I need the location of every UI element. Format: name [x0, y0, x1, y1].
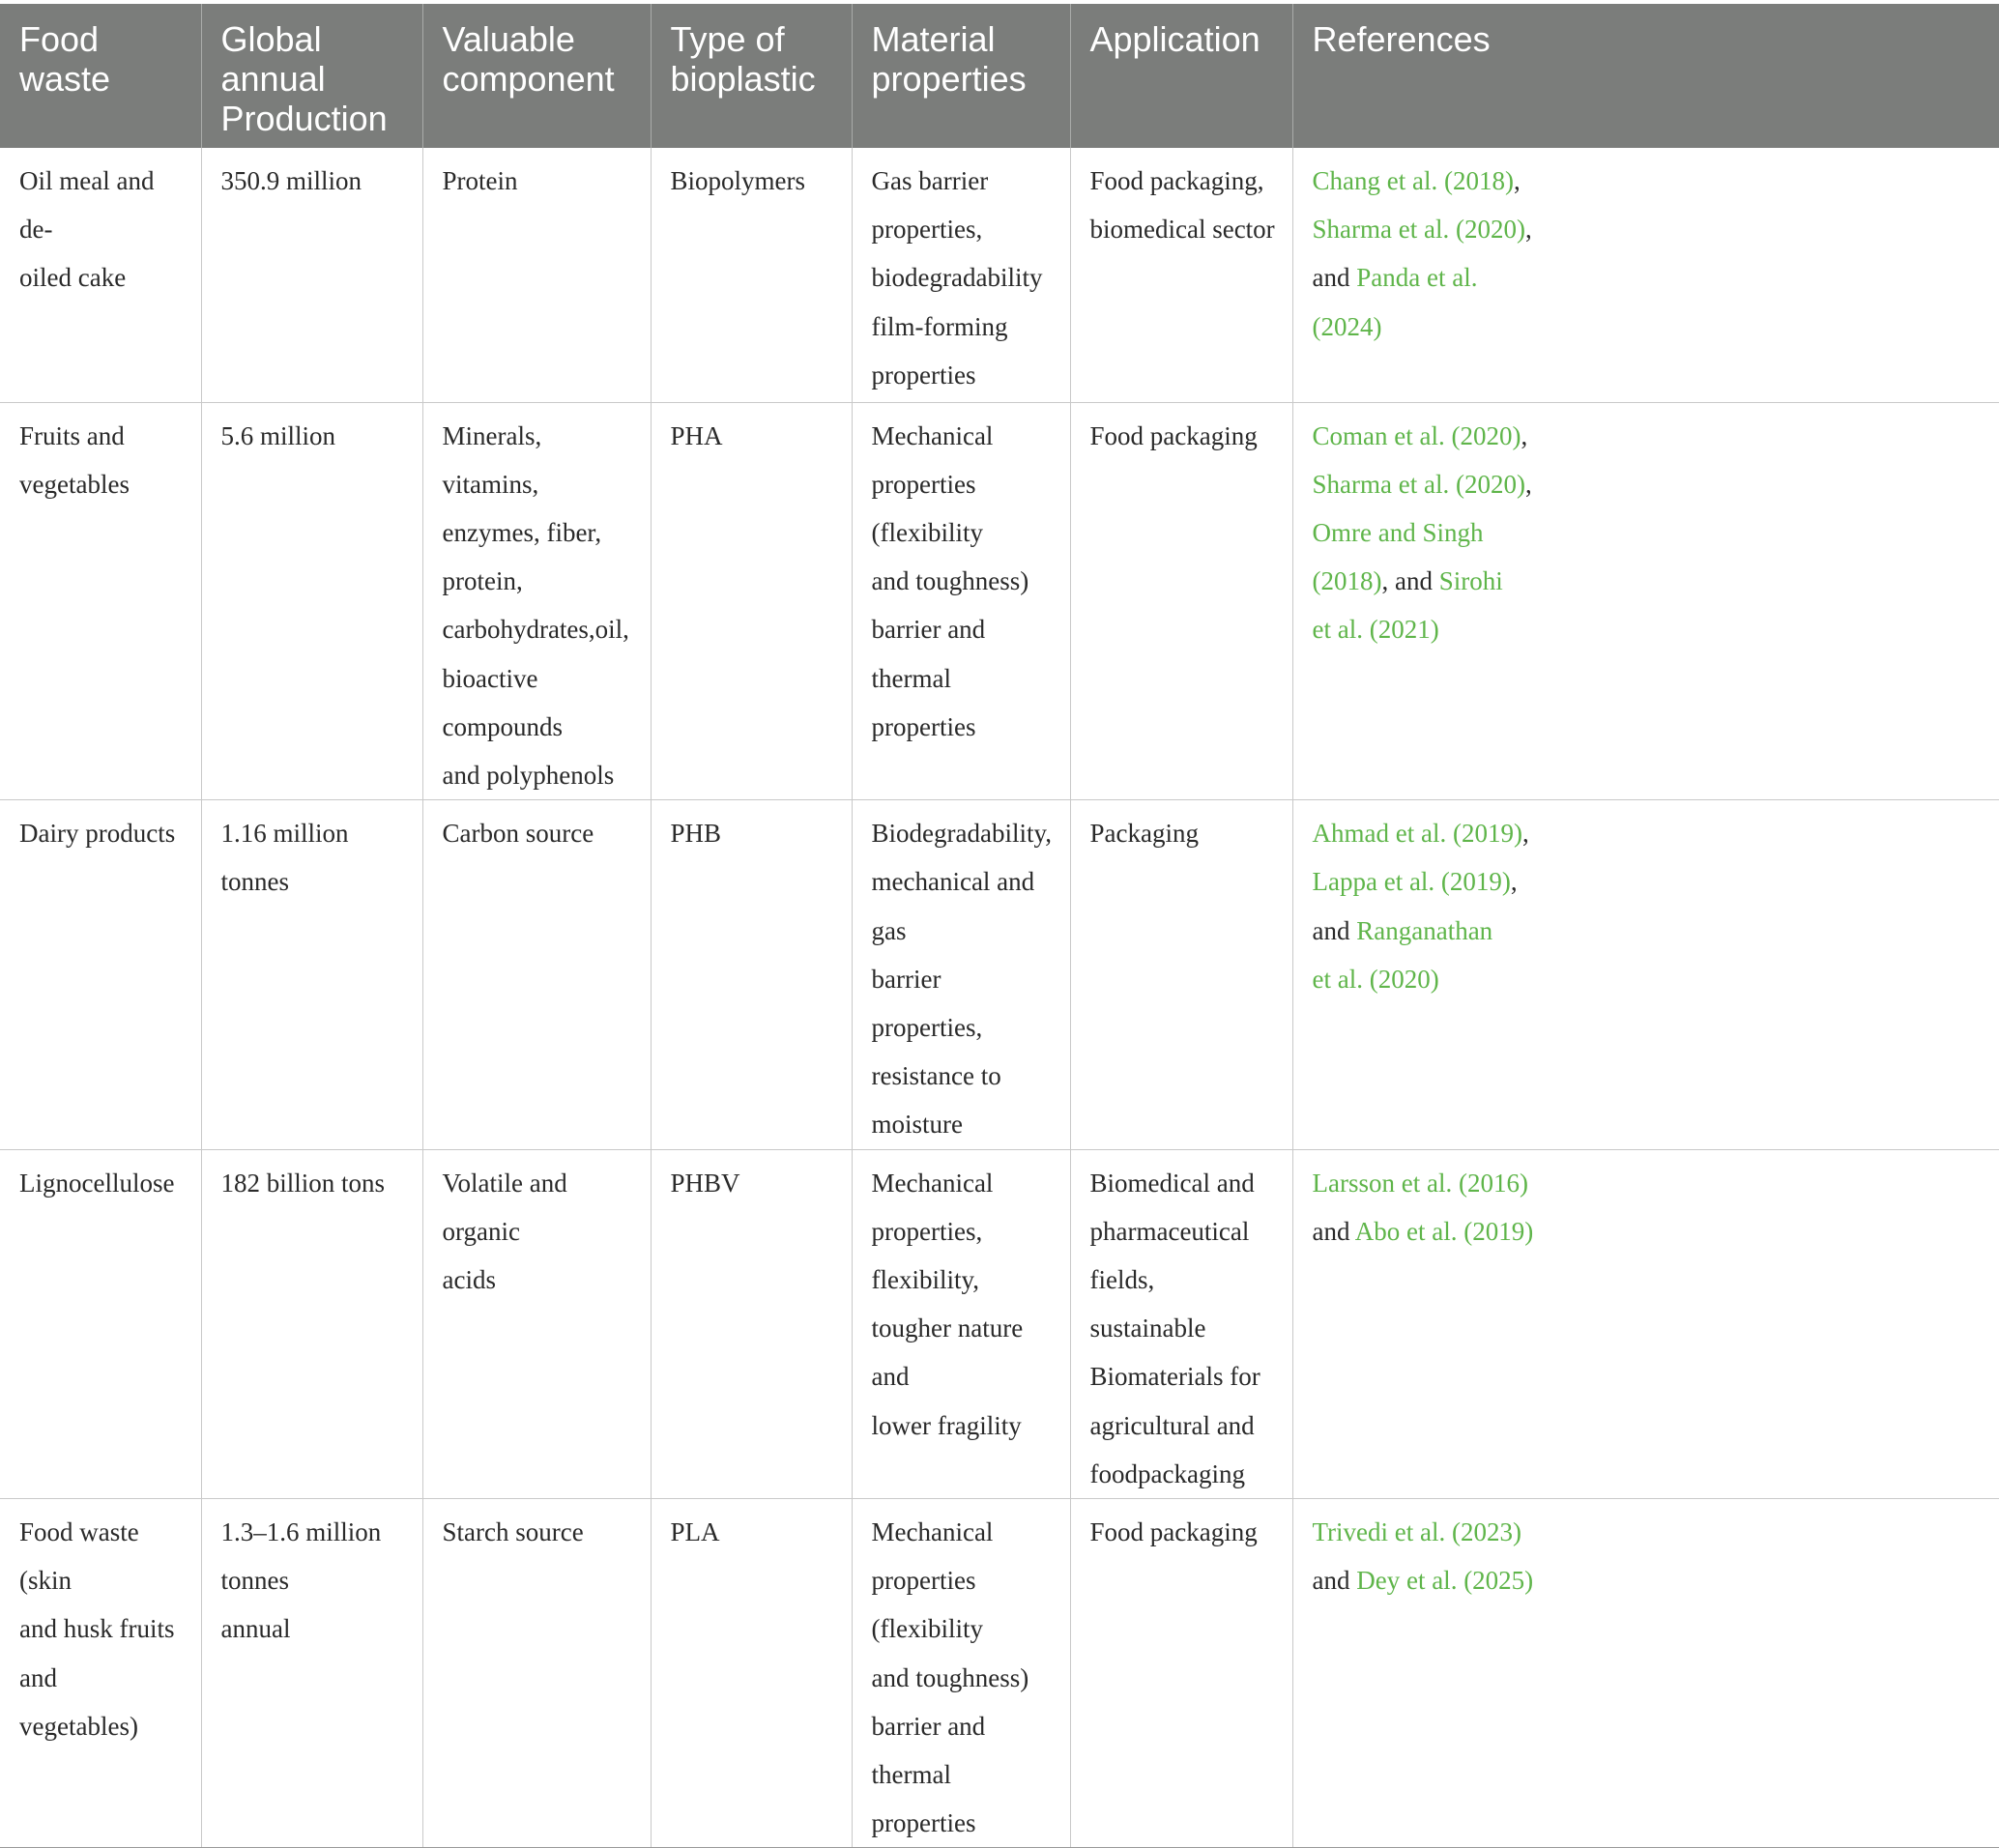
- cell-text-line: Mechanical: [871, 420, 994, 450]
- cell-text-line: and husk fruits and: [19, 1614, 175, 1692]
- cell-text-line: 350.9 million: [220, 166, 362, 195]
- cell-bioplastic-type: [651, 402, 852, 800]
- reference-link[interactable]: Omre and Singh: [1312, 517, 1484, 547]
- cell-production: [201, 402, 422, 800]
- header-application: [1070, 4, 1292, 148]
- cell-text-line: tougher nature and: [871, 1314, 1024, 1392]
- cell-valuable-component: [422, 1498, 651, 1847]
- cell-text-line: Biopolymers: [670, 166, 805, 195]
- cell-bioplastic-type: [651, 1498, 852, 1847]
- cell-food-waste: [0, 1149, 201, 1498]
- cell-text-line: PHA: [670, 420, 723, 450]
- cell-valuable-component: [422, 402, 651, 800]
- cell-text-line: Food packaging: [1089, 420, 1258, 450]
- cell-text-line: sustainable: [1089, 1314, 1206, 1343]
- header-text-line: Application: [1089, 19, 1260, 59]
- cell-food-waste: [0, 800, 201, 1149]
- reference-link[interactable]: Chang et al. (2018): [1312, 166, 1514, 195]
- cell-text-line: pharmaceutical fields,: [1089, 1216, 1250, 1294]
- header-material-properties: [852, 4, 1070, 148]
- header-text-line: Type of: [670, 19, 785, 59]
- header-food-waste: [0, 4, 201, 148]
- cell-text-line: annual: [220, 1614, 291, 1644]
- cell-text-line: Biomedical and: [1089, 1168, 1255, 1198]
- table-row: [0, 148, 1999, 402]
- cell-text-line: foodpackaging: [1089, 1458, 1245, 1488]
- cell-text-line: barrier properties,: [871, 964, 983, 1042]
- cell-references: [1292, 800, 1999, 1149]
- cell-text-line: acids: [442, 1264, 496, 1294]
- cell-text-line: biomedical sector: [1089, 215, 1275, 245]
- cell-text-line: resistance to moisture: [871, 1061, 1001, 1140]
- reference-link[interactable]: Ranganathan: [1356, 915, 1493, 945]
- header-global-annual-production: [201, 4, 422, 148]
- reference-link[interactable]: (2024): [1312, 311, 1382, 341]
- cell-text-line: PLA: [670, 1516, 720, 1546]
- cell-text-line: Food packaging: [1089, 1516, 1258, 1546]
- cell-text-line: biodegradability: [871, 263, 1043, 293]
- header-valuable-component: [422, 4, 651, 148]
- cell-bioplastic-type: [651, 148, 852, 402]
- cell-text-line: Starch source: [442, 1516, 584, 1546]
- cell-text-line: carbohydrates,oil,: [442, 615, 629, 645]
- table-row: [0, 1149, 1999, 1498]
- cell-production: [201, 1149, 422, 1498]
- header-text-line: References: [1312, 19, 1491, 59]
- reference-link[interactable]: Sirohi: [1438, 566, 1503, 596]
- reference-text: , and: [1381, 566, 1439, 596]
- header-text-line: Production: [220, 99, 388, 138]
- cell-text-line: Biodegradability,: [871, 819, 1052, 849]
- table-header-row: [0, 4, 1999, 148]
- cell-application: [1070, 800, 1292, 1149]
- cell-material-properties: [852, 800, 1070, 1149]
- cell-application: [1070, 402, 1292, 800]
- cell-text-line: Dairy products: [19, 819, 176, 849]
- cell-food-waste: [0, 148, 201, 402]
- cell-text-line: Carbon source: [442, 819, 594, 849]
- reference-text: ,: [1524, 215, 1532, 245]
- reference-text: and: [1312, 1216, 1355, 1246]
- cell-text-line: PHBV: [670, 1168, 740, 1198]
- cell-text-line: Volatile and organic: [442, 1168, 567, 1246]
- cell-text-line: agricultural and: [1089, 1410, 1255, 1440]
- reference-link[interactable]: Sharma et al. (2020): [1312, 469, 1525, 499]
- cell-text-line: Oil meal and de-: [19, 166, 155, 245]
- cell-bioplastic-type: [651, 800, 852, 1149]
- cell-application: [1070, 148, 1292, 402]
- cell-text-line: 1.16 million tonnes: [220, 819, 349, 897]
- cell-valuable-component: [422, 800, 651, 1149]
- cell-application: [1070, 1498, 1292, 1847]
- header-text-line: Food waste: [19, 19, 111, 99]
- cell-text-line: PHB: [670, 819, 722, 849]
- cell-text-line: bioactive compounds: [442, 663, 563, 741]
- header-references: [1292, 4, 1999, 148]
- cell-references: [1292, 402, 1999, 800]
- bioplastic-table-container: [0, 4, 1999, 1848]
- cell-text-line: enzymes, fiber, protein,: [442, 517, 602, 596]
- header-text-line: properties: [871, 59, 1027, 99]
- cell-text-line: properties (flexibility: [871, 1566, 983, 1644]
- cell-text-line: Food waste (skin: [19, 1516, 139, 1596]
- cell-text-line: film-forming: [871, 311, 1008, 341]
- cell-production: [201, 800, 422, 1149]
- cell-production: [201, 1498, 422, 1847]
- reference-text: ,: [1521, 819, 1529, 849]
- cell-references: [1292, 1149, 1999, 1498]
- cell-text-line: Mechanical: [871, 1168, 994, 1198]
- cell-food-waste: [0, 1498, 201, 1847]
- cell-text-line: Packaging: [1089, 819, 1199, 849]
- reference-text: ,: [1510, 867, 1518, 897]
- cell-text-line: 5.6 million: [220, 420, 336, 450]
- reference-link[interactable]: Dey et al. (2025): [1356, 1566, 1534, 1596]
- header-text-line: Material: [871, 19, 996, 59]
- cell-text-line: Minerals, vitamins,: [442, 420, 542, 499]
- cell-text-line: 182 billion tons: [220, 1168, 386, 1198]
- cell-text-line: oiled cake: [19, 263, 127, 293]
- cell-text-line: and toughness): [871, 1662, 1029, 1692]
- reference-text: ,: [1513, 166, 1521, 195]
- cell-application: [1070, 1149, 1292, 1498]
- reference-link[interactable]: Ahmad et al. (2019): [1312, 819, 1522, 849]
- reference-link[interactable]: Panda et al.: [1356, 263, 1478, 293]
- cell-text-line: properties, flexibility,: [871, 1216, 983, 1294]
- cell-text-line: barrier and thermal: [871, 615, 986, 693]
- header-text-line: bioplastic: [670, 59, 816, 99]
- cell-text-line: properties: [871, 1808, 976, 1838]
- cell-references: [1292, 148, 1999, 402]
- reference-text: and: [1312, 1566, 1357, 1596]
- cell-text-line: Food packaging,: [1089, 166, 1264, 195]
- cell-text-line: vegetables: [19, 469, 130, 499]
- cell-text-line: and polyphenols: [442, 760, 615, 790]
- cell-text-line: properties: [871, 360, 976, 390]
- table-row: [0, 800, 1999, 1149]
- cell-text-line: Lignocellulose: [19, 1168, 175, 1198]
- cell-text-line: properties,: [871, 215, 983, 245]
- reference-text: ,: [1524, 469, 1532, 499]
- cell-food-waste: [0, 402, 201, 800]
- cell-material-properties: [852, 402, 1070, 800]
- reference-text: and: [1312, 263, 1357, 293]
- cell-valuable-component: [422, 1149, 651, 1498]
- cell-material-properties: [852, 1149, 1070, 1498]
- reference-text: and: [1312, 915, 1357, 945]
- cell-text-line: 1.3–1.6 million tonnes: [220, 1516, 382, 1596]
- cell-text-line: lower fragility: [871, 1410, 1022, 1440]
- table-row: [0, 402, 1999, 800]
- bioplastic-table: [0, 4, 1999, 1848]
- reference-link[interactable]: (2018): [1312, 566, 1382, 596]
- cell-text-line: Gas barrier: [871, 166, 989, 195]
- cell-text-line: and toughness): [871, 566, 1029, 596]
- cell-material-properties: [852, 148, 1070, 402]
- cell-text-line: properties: [871, 711, 976, 741]
- header-text-line: Global annual: [220, 19, 326, 99]
- header-type-of-bioplastic: [651, 4, 852, 148]
- cell-production: [201, 148, 422, 402]
- reference-text: ,: [1521, 420, 1528, 450]
- reference-link[interactable]: et al. (2020): [1312, 964, 1439, 994]
- cell-text-line: vegetables): [19, 1711, 138, 1741]
- cell-text-line: Protein: [442, 166, 518, 195]
- cell-text-line: Biomaterials for: [1089, 1362, 1260, 1392]
- reference-link[interactable]: Abo et al. (2019): [1354, 1216, 1534, 1246]
- cell-references: [1292, 1498, 1999, 1847]
- cell-valuable-component: [422, 148, 651, 402]
- cell-material-properties: [852, 1498, 1070, 1847]
- cell-text-line: barrier and thermal: [871, 1711, 986, 1789]
- reference-link[interactable]: Coman et al. (2020): [1312, 420, 1521, 450]
- reference-link[interactable]: et al. (2021): [1312, 615, 1439, 645]
- reference-link[interactable]: Trivedi et al. (2023): [1312, 1516, 1521, 1546]
- header-text-line: Valuable: [442, 19, 575, 59]
- table-row: [0, 1498, 1999, 1847]
- cell-text-line: Mechanical: [871, 1516, 994, 1546]
- cell-text-line: properties (flexibility: [871, 469, 983, 547]
- cell-text-line: Fruits and: [19, 420, 125, 450]
- cell-text-line: mechanical and gas: [871, 867, 1035, 945]
- header-text-line: component: [442, 59, 615, 99]
- reference-link[interactable]: Sharma et al. (2020): [1312, 215, 1525, 245]
- reference-link[interactable]: Lappa et al. (2019): [1312, 867, 1511, 897]
- reference-link[interactable]: Larsson et al. (2016): [1312, 1168, 1528, 1198]
- cell-bioplastic-type: [651, 1149, 852, 1498]
